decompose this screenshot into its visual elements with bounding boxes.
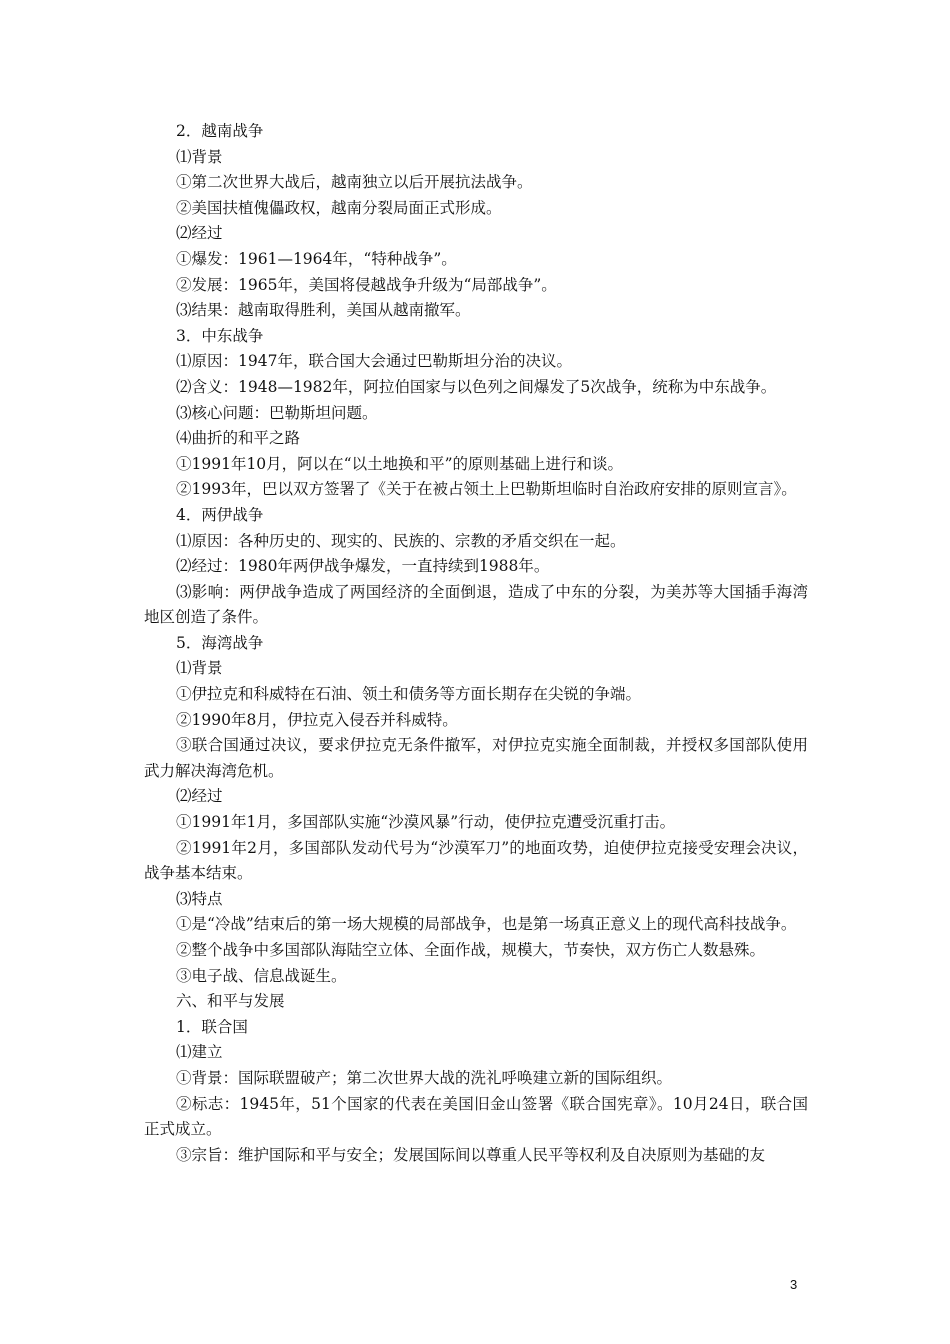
list-item: ①背景：国际联盟破产；第二次世界大战的洗礼呼唤建立新的国际组织。 <box>176 1068 673 1087</box>
heading-vietnam-war: 2．越南战争 <box>176 122 264 140</box>
list-item: ③联合国通过决议，要求伊拉克无条件撤军，对伊拉克实施全面制裁，并授权多国部队使用武力解决海湾危机。 <box>144 736 808 780</box>
list-item: ③宗旨：维护国际和平与安全；发展国际间以尊重人民平等权利及自决原则为基础的友 <box>176 1145 766 1164</box>
page-body <box>144 119 808 1168</box>
subheading-process: ⑵经过 <box>176 224 223 243</box>
list-item: ③电子战、信息战诞生。 <box>176 966 347 985</box>
subheading-establishment: ⑴建立 <box>176 1043 223 1062</box>
list-item: ②发展：1965年，美国将侵越战争升级为“局部战争”。 <box>176 275 557 294</box>
list-item: ②美国扶植傀儡政权，越南分裂局面正式形成。 <box>176 198 502 217</box>
list-item: ②1991年2月，多国部队发动代号为“沙漠军刀”的地面攻势，迫使伊拉克接受安理会决议，战争基本结束。 <box>144 838 808 883</box>
heading-middle-east-war: 3．中东战争 <box>176 326 264 345</box>
list-item: ①伊拉克和科威特在石油、领土和债务等方面长期存在尖锐的争端。 <box>176 685 642 704</box>
heading-gulf-war: 5．海湾战争 <box>176 633 264 652</box>
list-item: ②1993年，巴以双方签署了《关于在被占领土上巴勒斯坦临时自治政府安排的原则宣言》。 <box>176 480 797 499</box>
heading-iran-iraq-war: 4．两伊战争 <box>176 505 264 524</box>
subheading-process: ⑵经过 <box>176 787 223 806</box>
list-item: ⑵经过：1980年两伊战争爆发，一直持续到1988年。 <box>176 557 550 576</box>
list-item: ⑴原因：各种历史的、现实的、民族的、宗教的矛盾交织在一起。 <box>176 531 626 550</box>
list-item: ①1991年1月，多国部队实施“沙漠风暴”行动，使伊拉克遭受沉重打击。 <box>176 813 676 832</box>
list-item: ①第二次世界大战后，越南独立以后开展抗法战争。 <box>176 173 533 192</box>
subheading-result: ⑶结果：越南取得胜利，美国从越南撤军。 <box>176 301 471 320</box>
section-heading-peace-development: 六、和平与发展 <box>176 992 285 1011</box>
list-item: ⑶核心问题：巴勒斯坦问题。 <box>176 403 378 422</box>
subheading-background: ⑴背景 <box>176 147 223 166</box>
list-item: ②标志：1945年，51个国家的代表在美国旧金山签署《联合国宪章》。10月24日，联合国正式成立。 <box>144 1094 808 1139</box>
list-item: ⑵含义：1948—1982年，阿拉伯国家与以色列之间爆发了5次战争，统称为中东战争。 <box>176 377 777 396</box>
list-item: ②整个战争中多国部队海陆空立体、全面作战，规模大，节奏快，双方伤亡人数悬殊。 <box>176 941 766 959</box>
subheading-background: ⑴背景 <box>176 659 223 678</box>
list-item: ①1991年10月，阿以在“以土地换和平”的原则基础上进行和谈。 <box>176 454 624 473</box>
list-item: ⑶影响：两伊战争造成了两国经济的全面倒退，造成了中东的分裂，为美苏等大国插手海湾地区创造了条件。 <box>144 582 808 627</box>
subheading-features: ⑶特点 <box>176 889 223 908</box>
list-item: ①爆发：1961—1964年，“特种战争”。 <box>176 249 457 268</box>
list-item: ①是“冷战”结束后的第一场大规模的局部战争，也是第一场真正意义上的现代高科技战争。 <box>176 915 797 934</box>
heading-united-nations: 1．联合国 <box>176 1017 248 1036</box>
list-item: ②1990年8月，伊拉克入侵吞并科威特。 <box>176 710 458 729</box>
page-number: 3 <box>790 1277 798 1292</box>
subheading-peace-road: ⑷曲折的和平之路 <box>176 429 301 448</box>
list-item: ⑴原因：1947年，联合国大会通过巴勒斯坦分治的决议。 <box>176 352 572 371</box>
